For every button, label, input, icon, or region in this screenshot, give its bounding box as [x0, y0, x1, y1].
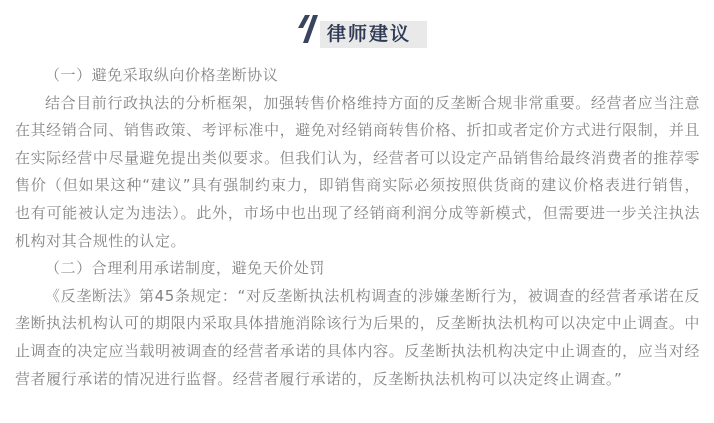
subheading-1: （一）避免采取纵向价格垄断协议 — [45, 66, 279, 84]
quote-slashes-icon — [296, 14, 318, 44]
section-header — [296, 13, 427, 48]
subheading-2: （二）合理利用承诺制度，避免天价处罚 — [45, 259, 325, 278]
article-body — [15, 62, 700, 393]
paragraph-1: 结合目前行政执法的分析框架，加强转售价格维持方面的反垄断合规非常重要。经营者应当注意在其经销合同、销售政策、考评标准中，避免对经销商转售价格、折扣或者定价方式进行限制，并且在实际经营中尽量避免提出类似要求。但我们认为，经营者可以设定产品销售给最终消费者的推荐零售价（但如果这种“建议”具有强制约束力，即销售商实际必须按照供货商的建议价格表进行销售，也有可能被认定为违法）。此外，市场中也出现了经销商利润分成等新模式，但需要进一步关注执法机构对其合规性的认定。 — [15, 93, 700, 250]
section-title: 律师建议 — [320, 21, 427, 48]
paragraph-2: 《反垄断法》第45条规定：“对反垄断执法机构调查的涉嫌垄断行为，被调查的经营者承诺在反垄断执法机构认可的期限内采取具体措施消除该行为后果的，反垄断执法机构可以决定中止调查。中止调查的决定应当载明被调查的经营者承诺的具体内容。反垄断执法机构决定中止调查的，应当对经营者履行承诺的情况进行监督。经营者履行承诺的，反垄断执法机构可以决定终止调查。” — [15, 286, 700, 388]
